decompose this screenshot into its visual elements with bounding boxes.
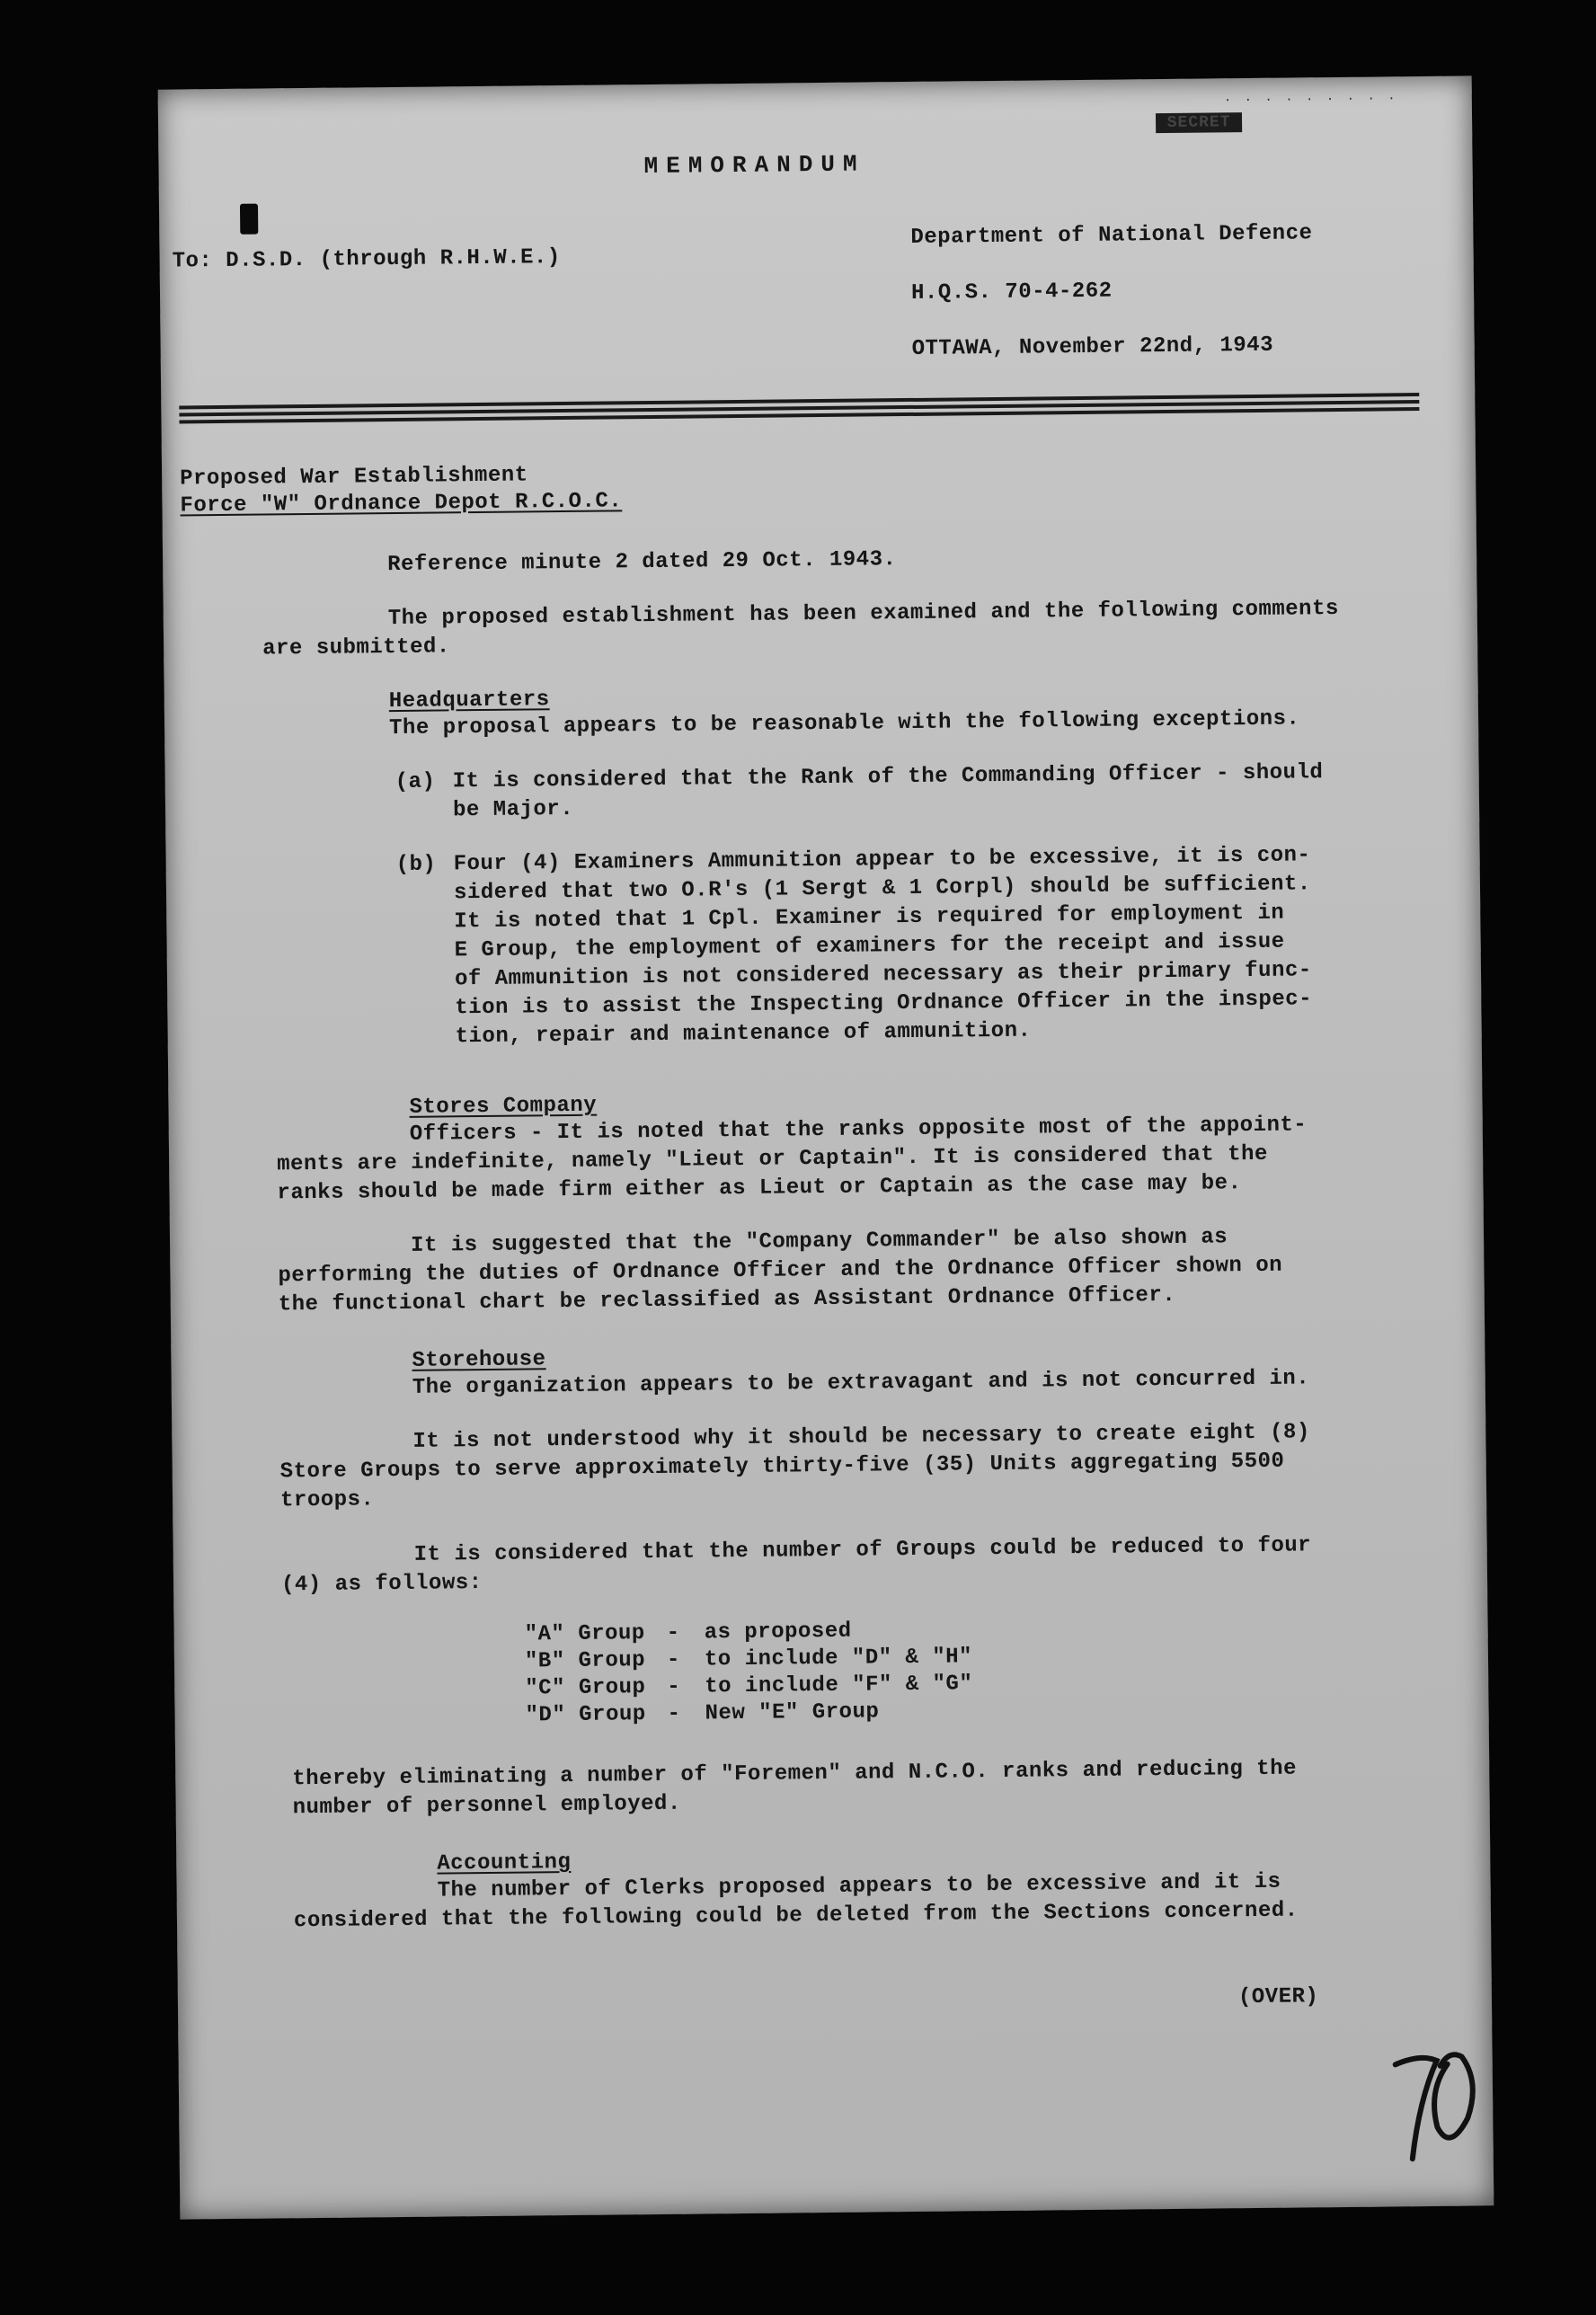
accounting-line-2: considered that the following could be deleted from the Sections concerned. bbox=[293, 1898, 1299, 1934]
reference-line: Reference minute 2 dated 29 Oct. 1943. bbox=[387, 547, 897, 578]
group-desc: New "E" Group bbox=[705, 1699, 880, 1726]
group-dash: - bbox=[667, 1674, 681, 1699]
over-marker: (OVER) bbox=[1237, 1984, 1319, 2010]
storehouse-para3-line-1: It is considered that the number of Groups could be reduced to four bbox=[413, 1533, 1312, 1567]
place-date: OTTAWA, November 22nd, 1943 bbox=[911, 333, 1274, 361]
item-b-line-7: tion, repair and maintenance of ammunition. bbox=[455, 1018, 1032, 1050]
item-b-line-5: of Ammunition is not considered necessary as their primary func- bbox=[454, 958, 1312, 992]
memo-page bbox=[158, 75, 1494, 2219]
item-b-line-4: E Group, the employment of examiners for the receipt and issue bbox=[454, 929, 1285, 963]
subject-line-2: Force "W" Ordnance Depot R.C.O.C. bbox=[180, 489, 623, 519]
storehouse-para3-line-2: (4) as follows: bbox=[280, 1571, 483, 1598]
stores-company-para2-line-3: the functional chart be reclassified as Assistant Ordnance Officer. bbox=[278, 1282, 1176, 1317]
group-desc: as proposed bbox=[704, 1619, 852, 1645]
group-dash: - bbox=[666, 1620, 680, 1645]
intro-line-2: are submitted. bbox=[262, 634, 450, 661]
stores-company-line-1: Officers - It is noted that the ranks opposite most of the appoint- bbox=[409, 1113, 1308, 1147]
punch-hole bbox=[240, 204, 258, 235]
group-name: "D" Group bbox=[525, 1702, 646, 1728]
storehouse-after-line-2: number of personnel employed. bbox=[292, 1791, 681, 1821]
accounting-heading: Accounting bbox=[437, 1850, 572, 1876]
file-reference: H.Q.S. 70-4-262 bbox=[910, 279, 1113, 306]
handwritten-folio-number bbox=[1384, 2027, 1485, 2163]
intro-line-1: The proposed establishment has been examined and the following comments bbox=[387, 596, 1339, 632]
group-name: "B" Group bbox=[524, 1648, 646, 1674]
subject-line-1: Proposed War Establishment bbox=[180, 463, 528, 492]
headquarters-heading: Headquarters bbox=[388, 687, 550, 714]
item-a-label: (a) bbox=[395, 769, 436, 794]
stores-company-para2-line-2: performing the duties of Ordnance Officer and the Ordnance Officer shown on bbox=[278, 1253, 1283, 1289]
storehouse-after-line-1: thereby eliminating a number of "Foremen" and N.C.O. ranks and reducing the bbox=[292, 1756, 1298, 1792]
storehouse-heading: Storehouse bbox=[412, 1347, 546, 1373]
group-name: "A" Group bbox=[524, 1621, 645, 1647]
storehouse-para2-line-2: Store Groups to serve approximately thirty-five (35) Units aggregating 5500 bbox=[279, 1449, 1285, 1485]
stores-company-line-3: ranks should be made firm either as Lieut or Captain as the case may be. bbox=[277, 1171, 1242, 1206]
classification-stamp: SECRET bbox=[1156, 112, 1242, 133]
perforation-dots: . . . . . . . . . bbox=[1223, 89, 1398, 106]
headquarters-line: The proposal appears to be reasonable with the following exceptions. bbox=[388, 706, 1300, 741]
item-b-line-6: tion is to assist the Inspecting Ordnance Officer in the inspec- bbox=[455, 987, 1313, 1021]
to-line: To: D.S.D. (through R.H.W.E.) bbox=[172, 245, 561, 274]
accounting-line-1: The number of Clerks proposed appears to be excessive and it is bbox=[437, 1869, 1281, 1903]
item-a-line-1: It is considered that the Rank of the Commanding Officer - should bbox=[452, 760, 1324, 794]
storehouse-para2-line-3: troops. bbox=[279, 1487, 375, 1513]
memo-title: MEMORANDUM bbox=[643, 150, 865, 181]
stores-company-para2-line-1: It is suggested that the "Company Commander" be also shown as bbox=[410, 1225, 1228, 1258]
group-desc: to include "F" & "G" bbox=[705, 1672, 973, 1699]
stores-company-line-2: ments are indefinite, namely "Lieut or Captain". It is considered that the bbox=[277, 1141, 1269, 1177]
group-dash: - bbox=[667, 1701, 681, 1726]
item-b-line-1: Four (4) Examiners Ammunition appear to be excessive, it is con- bbox=[453, 843, 1311, 877]
item-b-line-2: sidered that two O.R's (1 Sergt & 1 Corpl) should be sufficient. bbox=[453, 872, 1311, 906]
storehouse-para2-line-1: It is not understood why it should be necessary to create eight (8) bbox=[412, 1420, 1310, 1454]
group-name: "C" Group bbox=[525, 1675, 646, 1701]
item-b-line-3: It is noted that 1 Cpl. Examiner is required for employment in bbox=[454, 900, 1285, 935]
group-dash: - bbox=[666, 1647, 681, 1672]
stores-company-heading: Stores Company bbox=[409, 1093, 598, 1120]
item-b-label: (b) bbox=[395, 852, 437, 877]
department-name: Department of National Defence bbox=[910, 221, 1313, 250]
storehouse-line: The organization appears to be extravagant and is not concurred in. bbox=[412, 1366, 1310, 1400]
group-desc: to include "D" & "H" bbox=[704, 1645, 973, 1672]
item-a-line-2: be Major. bbox=[452, 796, 574, 823]
